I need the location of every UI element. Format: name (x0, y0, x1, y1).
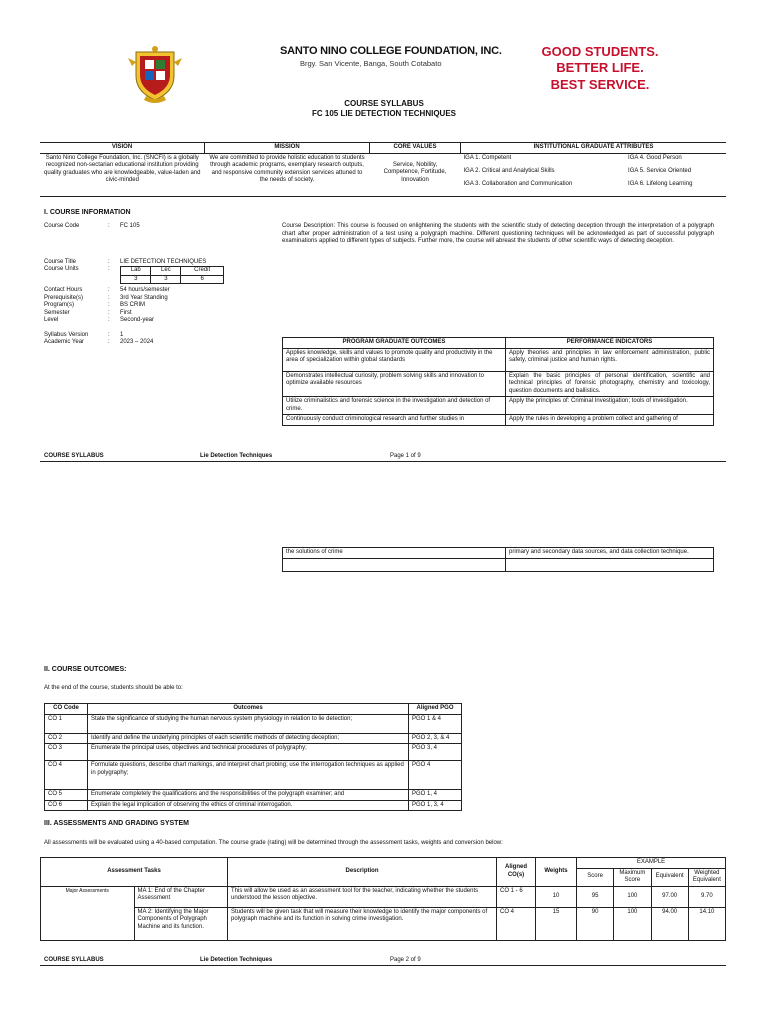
footer-page-number: Page 2 of 9 (390, 957, 421, 963)
footer-divider (40, 461, 726, 462)
syllabus-version-value: 1 (120, 331, 124, 338)
iga-cell: IGA 6. Lifelong Learning (628, 180, 693, 187)
prerequisite-row (44, 295, 264, 303)
iga-cell: IGA 2. Critical and Analytical Skills (463, 167, 555, 174)
footer-course: Lie Detection Techniques (200, 453, 273, 459)
example-header: EXAMPLE (577, 858, 726, 869)
iga-header: INSTITUTIONAL GRADUATE ATTRIBUTES (461, 143, 727, 154)
motto-line-2: BETTER LIFE. (556, 60, 644, 76)
assessments-intro: All assessments will be evaluated using a 40-based computation. The course grade (rating) will be determined through the assessment tasks, weights and conversion below: (44, 840, 503, 846)
outcome-cell: Identify and define the underlying principles of each scientific methods of detecting deception; (88, 733, 409, 744)
iga-cell: IGA 1. Competent (463, 154, 512, 161)
course-code-value: FC 105 (120, 223, 140, 229)
syllabus-course-title: FC 105 LIE DETECTION TECHNIQUES (311, 109, 457, 119)
aligned-co-cell: CO 1 - 6 (497, 886, 536, 907)
course-outcomes-table (44, 703, 462, 811)
college-motto (540, 44, 660, 93)
course-title-value: LIE DETECTION TECHNIQUES (120, 258, 207, 265)
outcome-cell: State the significance of studying the human nervous system physiology in relation to lie detection; (88, 714, 409, 733)
indicator-cell: Apply the principles of: Criminal Investigation; tools of investigation. (506, 397, 714, 415)
score-header: Score (577, 868, 614, 886)
level-value: Second-year (120, 317, 155, 323)
weighted-equivalent-header: Weighted Equivalent (688, 868, 725, 886)
co-code-cell: CO 6 (45, 800, 88, 811)
field-colon: : (108, 339, 110, 345)
semester-value: First (120, 309, 132, 316)
field-label: Course Code (44, 223, 80, 229)
units-value: 3 (121, 275, 151, 284)
course-description: Course Description: This course is focused on enlightening the students with the scientific study of detecting deception through the interpretation of a polygraph chart after proper administration of a test using a polygraph machine. Different questioning techniques will be acknowledged as part of successful polygraph examinations applied to different types of subjects. Further more, the course will abreast the students of other scientific ways of detecting deception. (282, 223, 714, 244)
aligned-pgo-cell: PGO 2, 3, & 4 (409, 733, 462, 744)
outcome-cell: Enumerate the principal uses, objectives and technical procedures of polygraphy; (88, 744, 409, 761)
field-label: Prerequisite(s) (44, 294, 84, 301)
co-code-header: CO Code (45, 704, 88, 715)
units-table (120, 266, 224, 284)
course-info-heading: I. COURSE INFORMATION (44, 209, 131, 216)
course-outcomes-intro: At the end of the course, students should be able to: (44, 685, 183, 691)
table-row (45, 744, 462, 761)
weighted-equivalent-cell: 9.70 (688, 886, 725, 907)
pgo-cell: Utilize criminalistics and forensic science in the investigation and detection of crime. (283, 397, 506, 415)
equivalent-header: Equivalent (651, 868, 688, 886)
outcome-cell: Enumerate completely the qualifications and the responsibilities of the polygraph examiner; and (88, 790, 409, 801)
field-label: Contact Hours (44, 287, 83, 293)
field-colon: : (108, 258, 110, 265)
field-colon: : (108, 266, 110, 272)
weight-cell: 10 (536, 886, 577, 907)
syllabus-heading: COURSE SYLLABUS (344, 99, 424, 108)
description-cell: This will allow be used as an assessment tool for the teacher, indicating whether the students understood the lesson objective. (228, 886, 497, 907)
academic-year-value: 2023 – 2024 (120, 339, 154, 345)
field-colon: : (108, 294, 110, 301)
contact-hours-row (44, 287, 264, 295)
indicator-cell: primary and secondary data sources, and data collection technique. (506, 548, 714, 559)
college-address: Brgy. San Vicente, Banga, South Cotabato (300, 59, 442, 68)
units-value: 6 (181, 275, 224, 284)
footer-divider (40, 965, 726, 966)
field-colon: : (108, 331, 110, 338)
score-cell: 95 (577, 886, 614, 907)
empty-cell (506, 558, 714, 571)
performance-indicators-header: PERFORMANCE INDICATORS (506, 338, 714, 349)
college-seal-logo (126, 44, 184, 104)
aligned-pgo-cell: PGO 1, 4 (409, 790, 462, 801)
equivalent-cell: 97.00 (651, 886, 688, 907)
aligned-co-header: Aligned CO(s) (497, 858, 536, 887)
field-label: Syllabus Version (44, 331, 89, 338)
divider (40, 196, 726, 197)
pgo-table (282, 337, 714, 426)
core-values-header: CORE VALUES (370, 143, 461, 154)
table-row (45, 733, 462, 744)
pgo-cell: Continuously conduct criminological research and further studies in (283, 415, 506, 426)
core-values-text: Service, Nobility, Competence, Fortitude, Innovation (383, 161, 447, 183)
aligned-pgo-cell: PGO 1, 3, 4 (409, 800, 462, 811)
footer-course: Lie Detection Techniques (200, 957, 273, 963)
co-code-cell: CO 3 (45, 744, 88, 761)
table-row (283, 397, 714, 415)
pgo-header: PROGRAM GRADUATE OUTCOMES (283, 338, 506, 349)
course-title-row (44, 259, 264, 267)
units-header: Credit (181, 267, 224, 276)
table-row (45, 714, 462, 733)
field-label: Level (44, 317, 59, 323)
academic-year-row (44, 339, 264, 347)
field-label: Course Units (44, 266, 79, 272)
field-label: Academic Year (44, 339, 85, 345)
field-label: Course Title (44, 258, 77, 265)
field-colon: : (108, 302, 110, 308)
course-outcomes-heading: II. COURSE OUTCOMES: (44, 666, 127, 673)
program-row (44, 302, 264, 310)
field-colon: : (108, 309, 110, 316)
vision-header: VISION (40, 143, 205, 154)
field-label: Program(s) (44, 302, 75, 308)
outcomes-header: Outcomes (88, 704, 409, 715)
aligned-pgo-cell: PGO 1 & 4 (409, 714, 462, 733)
pgo-table-continued (282, 547, 714, 572)
task-cell: MA 1: End of the Chapter Assessment (134, 886, 228, 907)
course-info-fields (44, 223, 264, 347)
units-header: Lab (121, 267, 151, 276)
semester-row (44, 310, 264, 318)
co-code-cell: CO 4 (45, 761, 88, 790)
score-cell: 90 (577, 907, 614, 940)
iga-cell: IGA 4. Good Person (628, 154, 682, 161)
weights-header: Weights (536, 858, 577, 887)
table-row (45, 761, 462, 790)
table-row (283, 348, 714, 371)
table-row (41, 907, 726, 940)
field-label: Semester (44, 309, 70, 316)
assessment-group-label: Major Assessments (41, 886, 135, 940)
weighted-equivalent-cell: 14.10 (688, 907, 725, 940)
table-row (283, 371, 714, 397)
pgo-cell: the solutions of crime (283, 548, 506, 559)
co-code-cell: CO 2 (45, 733, 88, 744)
co-code-cell: CO 1 (45, 714, 88, 733)
equivalent-cell: 94.00 (651, 907, 688, 940)
footer-page-number: Page 1 of 9 (390, 453, 421, 459)
footer-label: COURSE SYLLABUS (44, 453, 104, 459)
outcome-cell: Explain the legal implication of observing the ethics of criminal interrogation. (88, 800, 409, 811)
contact-hours-value: 54 hours/semester (120, 287, 170, 293)
level-row (44, 317, 264, 325)
co-code-cell: CO 5 (45, 790, 88, 801)
aligned-pgo-cell: PGO 3, 4 (409, 744, 462, 761)
field-colon: : (108, 287, 110, 293)
table-row (283, 548, 714, 559)
table-row (45, 800, 462, 811)
course-units-row (44, 266, 264, 284)
pgo-cell: Demonstrates intellectual curiosity, problem solving skills and innovation to optimize available resources (283, 371, 506, 397)
max-score-header: Maximum Score (614, 868, 651, 886)
footer-label: COURSE SYLLABUS (44, 957, 104, 963)
iga-cell: IGA 5. Service Oriented (628, 167, 692, 174)
empty-cell (283, 558, 506, 571)
motto-line-3: BEST SERVICE. (550, 76, 650, 92)
mission-header: MISSION (205, 143, 370, 154)
field-colon: : (108, 317, 110, 323)
units-value: 3 (151, 275, 181, 284)
max-score-cell: 100 (614, 886, 651, 907)
pgo-cell: Applies knowledge, skills and values to promote quality and productivity in the area of specialization within global standards (283, 348, 506, 371)
description-cell: Students will be given task that will measure their knowledge to identify the major components of polygraph machine and its function in solving crime investigation. (228, 907, 497, 940)
assessments-table (40, 857, 726, 941)
vmv-table (40, 142, 726, 193)
table-row (41, 886, 726, 907)
table-row (283, 558, 714, 571)
max-score-cell: 100 (614, 907, 651, 940)
outcome-cell: Formulate questions, describe chart markings, and interpret chart probing; use the interrogation techniques as applied in polygraphy; (88, 761, 409, 790)
indicator-cell: Apply the rules in developing a problem collect and gathering of (506, 415, 714, 426)
description-header: Description (228, 858, 497, 887)
aligned-pgo-cell: PGO 4 (409, 761, 462, 790)
table-row (45, 790, 462, 801)
prerequisite-value: 3rd Year Standing (120, 294, 168, 301)
motto-line-1: GOOD STUDENTS. (541, 44, 659, 59)
indicator-cell: Explain the basic principles of personal identification, scientific and technical principles of forensic photography, chemistry and toxicology, question documents and ballistics. (506, 371, 714, 397)
indicator-cell: Apply theories and principles in law enforcement administration, public safety, criminal justice and human rights. (506, 348, 714, 371)
iga-cell: IGA 3. Collaboration and Communication (463, 180, 573, 187)
mission-text: We are committed to provide holistic education to students through academic programs, exemplary research outputs, and responsive community extension services attuned to the needs of society. (209, 154, 365, 183)
field-colon: : (108, 223, 110, 229)
syllabus-title (284, 99, 484, 120)
aligned-co-cell: CO 4 (497, 907, 536, 940)
aligned-pgo-header: Aligned PGO (409, 704, 462, 715)
assessment-tasks-header: Assessment Tasks (41, 858, 228, 887)
syllabus-version-row (44, 332, 264, 340)
college-name: SANTO NINO COLLEGE FOUNDATION, INC. (280, 45, 502, 57)
weight-cell: 15 (536, 907, 577, 940)
program-value: BS CRIM (120, 302, 146, 308)
table-row (283, 415, 714, 426)
assessments-heading: III. ASSESSMENTS AND GRADING SYSTEM (44, 820, 189, 827)
course-code-row (44, 223, 264, 231)
vision-text: Santo Nino College Foundation, Inc. (SNCFI) is a globally recognized non-sectarian educational institution providing quality graduates who are knowledgeable, value-laden and civic-minded (44, 154, 201, 183)
units-header: Lec (151, 267, 181, 276)
task-cell: MA 2: Identifying the Major Components of Polygraph Machine and its function. (134, 907, 228, 940)
